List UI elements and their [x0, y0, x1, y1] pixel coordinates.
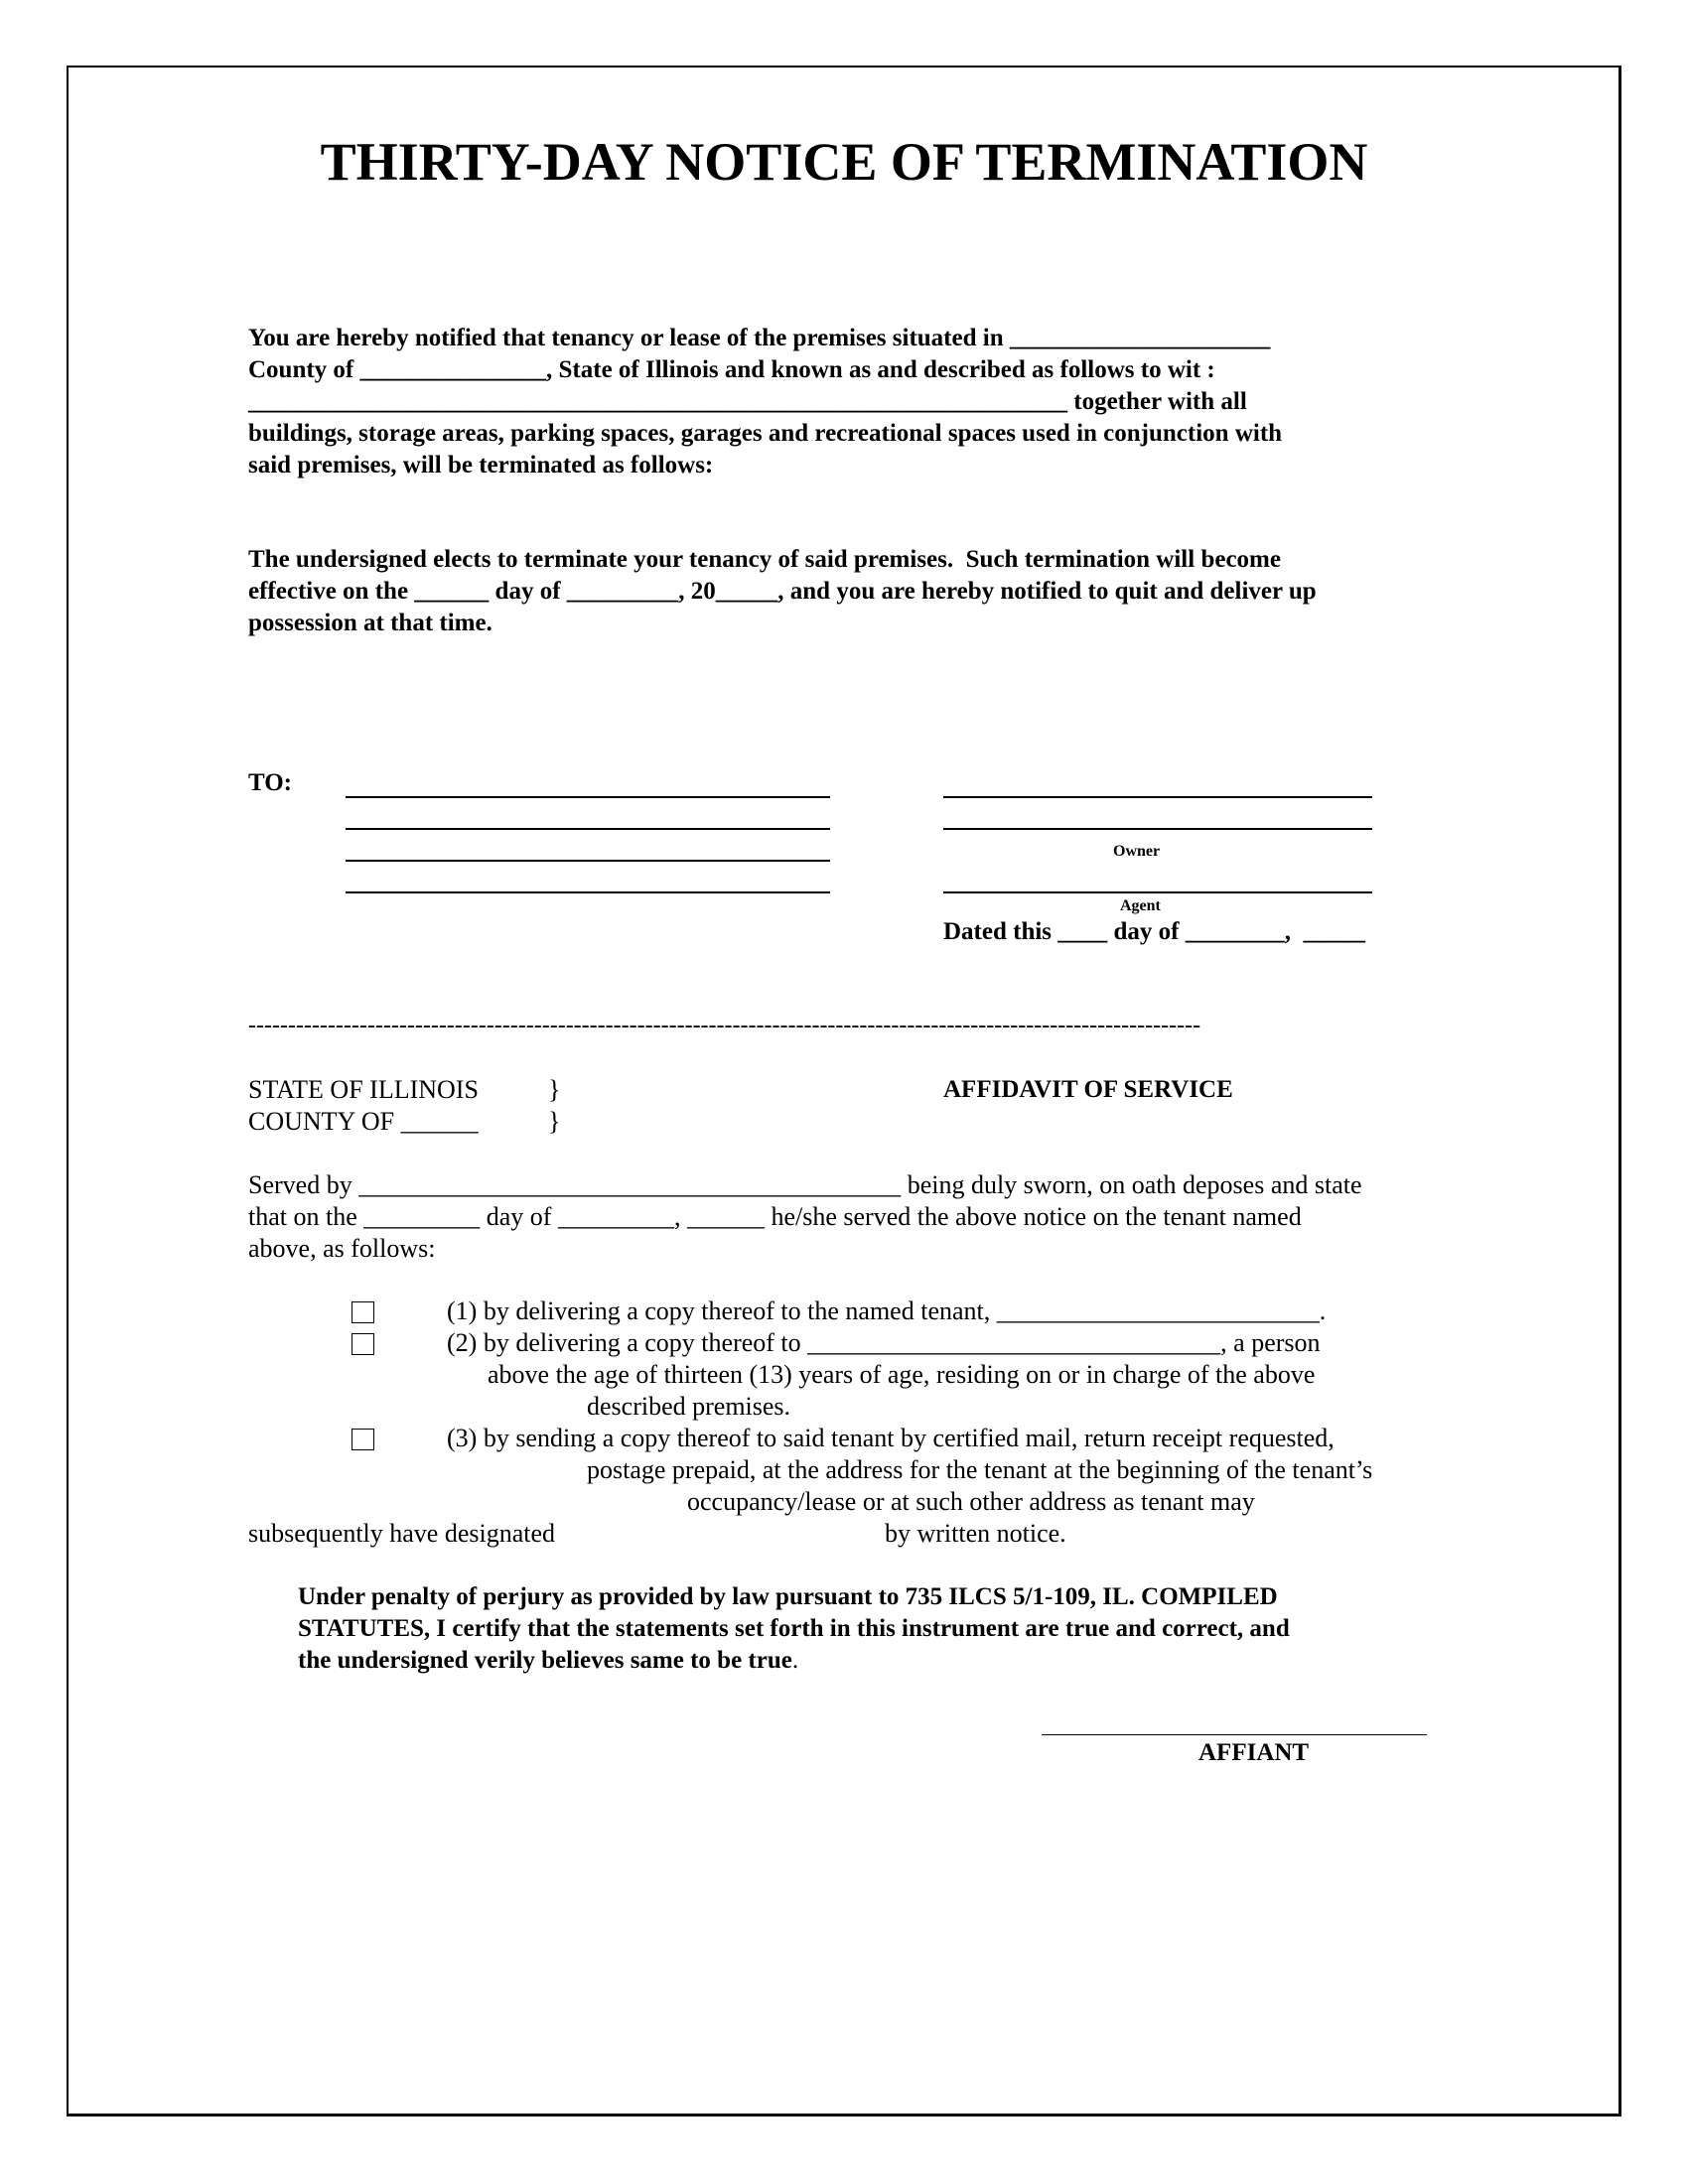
affidavit-heading: AFFIDAVIT OF SERVICE [943, 1076, 1233, 1103]
tenant-name-line-4[interactable] [346, 891, 830, 893]
option-2-line-1: (2) by delivering a copy thereof to ________________________________, a person [447, 1328, 1321, 1357]
dated-line: Dated this ____ day of ________, _____ [943, 918, 1366, 945]
document-title: THIRTY-DAY NOTICE OF TERMINATION [320, 132, 1368, 192]
option-1-text: (1) by delivering a copy thereof to the named tenant, _________________________. [447, 1297, 1327, 1325]
option-3-line-4b: by written notice. [885, 1519, 1066, 1548]
option-2-line-3: described premises. [587, 1392, 791, 1421]
owner-signature-line[interactable] [943, 828, 1372, 830]
perjury-line-3 [298, 1648, 798, 1673]
notice-line-2: County of _______________, State of Illinois and known as and described as follows to wit : [248, 356, 1215, 383]
termination-line-3: possession at that time. [248, 610, 492, 636]
affiant-label: AFFIANT [1198, 1739, 1310, 1766]
notice-line-3: __________________________________________________________________ together with all [248, 388, 1247, 415]
option-3-line-1: (3) by sending a copy thereof to said tenant by certified mail, return receipt requested, [447, 1424, 1335, 1452]
perjury-line-3-text: the undersigned verily believes same to be true [298, 1647, 792, 1674]
affiant-signature-line[interactable] [1042, 1734, 1427, 1735]
option-2-line-2: above the age of thirteen (13) years of age, residing on or in charge of the above [488, 1360, 1316, 1389]
county-of: COUNTY OF ______ [248, 1107, 479, 1136]
agent-label: Agent [1120, 897, 1161, 914]
tenant-name-line-3[interactable] [346, 860, 830, 862]
option-1-checkbox[interactable] [352, 1301, 374, 1323]
brace-1: } [548, 1075, 561, 1104]
termination-line-1: The undersigned elects to terminate your tenancy of said premises. Such termination will become [248, 546, 1281, 573]
termination-line-2: effective on the ______ day of _________, 20_____, and you are hereby notified to quit and deliver up [248, 578, 1317, 605]
perjury-line-2: STATUTES, I certify that the statements set forth in this instrument are true and correct, and [298, 1615, 1290, 1642]
served-line-1: Served by __________________________________________ being duly sworn, on oath deposes and state [248, 1170, 1362, 1199]
notice-line-1: You are hereby notified that tenancy or lease of the premises situated in _____________________ [248, 325, 1271, 351]
option-3-line-3: occupancy/lease or at such other address as tenant may [687, 1487, 1255, 1516]
dashed-separator: ------------------------------------------------------------------------------------------------------------------------ [248, 1013, 1201, 1038]
perjury-period: . [791, 1647, 799, 1674]
state-of-illinois: STATE OF ILLINOIS [248, 1075, 479, 1104]
option-3-checkbox[interactable] [352, 1429, 374, 1450]
tenant-name-line-2[interactable] [346, 828, 830, 830]
agent-signature-line[interactable] [943, 891, 1372, 893]
option-3-line-4a: subsequently have designated [248, 1519, 556, 1548]
option-2-checkbox[interactable] [352, 1333, 374, 1355]
served-line-3: above, as follows: [248, 1234, 436, 1263]
tenant-name-line-1[interactable] [346, 796, 830, 798]
signature-line-1[interactable] [943, 796, 1372, 798]
owner-label: Owner [1113, 843, 1161, 860]
perjury-line-1: Under penalty of perjury as provided by law pursuant to 735 ILCS 5/1-109, IL. COMPILED [298, 1583, 1278, 1610]
served-line-2: that on the _________ day of _________, ______ he/she served the above notice on the tenant named [248, 1202, 1302, 1231]
notice-line-4: buildings, storage areas, parking spaces, garages and recreational spaces used in conjunction with [248, 420, 1283, 447]
option-3-line-2: postage prepaid, at the address for the tenant at the beginning of the tenant’s [587, 1455, 1373, 1484]
to-label: TO: [248, 769, 292, 796]
notice-line-5: said premises, will be terminated as follows: [248, 452, 714, 478]
brace-2: } [548, 1107, 561, 1136]
